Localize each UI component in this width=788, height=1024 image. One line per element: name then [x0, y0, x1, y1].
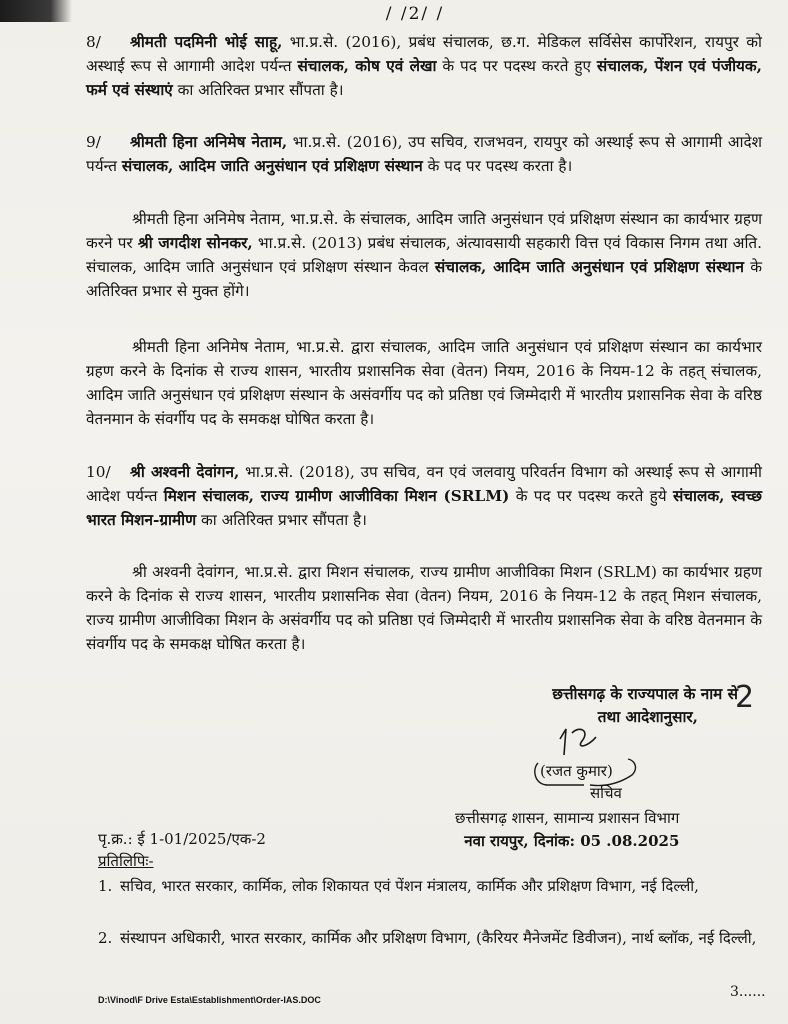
relief-paragraph — [86, 207, 762, 303]
margin-annotation: 2 — [735, 680, 755, 715]
officer-name: श्री अश्वनी देवांगन, — [130, 463, 240, 481]
department-block — [455, 807, 679, 853]
item-number: 8/ — [86, 33, 101, 51]
additional-charge: संचालक, पेंशन एवं पंजीयक, फर्म एवं संस्थाएं — [86, 57, 762, 99]
order-item-9 — [86, 130, 762, 178]
signatory-title: सचिव — [590, 784, 622, 802]
post-name: संचालक, कोष एवं लेखा — [297, 57, 437, 75]
order-text: के पद पर पदस्थ करते हुए — [436, 57, 597, 75]
order-text: के पद पर पदस्थ करता है। — [422, 157, 573, 175]
department-name: छत्तीसगढ़ शासन, सामान्य प्रशासन विभाग — [455, 809, 680, 827]
signoff-block — [408, 683, 738, 729]
order-text: श्री अश्वनी देवांगन, भा.प्र.से. द्वारा मिशन संचालक, राज्य ग्रामीण आजीविका मिशन (SRLM) का कार्यभार ग्रहण करने के दिनांक से राज्य शासन, भारतीय प्रशासनिक सेवा (वेतन) नियम, 2016 के नियम-12 के तहत् मिशन संचालक, राज्य ग्रामीण आजीविका मिशन के असंवर्गीय पद को प्रतिष्ठा एवं जिम्मेदारी में भारतीय प्रशासनिक सेवा के वरिष्ठ वेतनमान के संवर्गीय पद के समकक्ष घोषित करता है। — [86, 563, 762, 653]
order-text: के पद पर पदस्थ करते हुये — [509, 487, 673, 505]
officer-name: श्री जगदीश सोनकर, — [137, 234, 253, 252]
file-path-footer: D:\Vinod\F Drive Esta\Establishment\Order-IAS.DOC — [98, 995, 321, 1005]
order-text: का अतिरिक्त प्रभार सौंपता है। — [172, 81, 344, 99]
post-name: संचालक, आदिम जाति अनुसंधान एवं प्रशिक्षण संस्थान — [434, 258, 745, 276]
item-number: 10/ — [86, 463, 111, 481]
reference-number: पृ.क्र.: ई 1-01/2025/एक-2 — [98, 830, 266, 848]
continued-marker: 3...... — [730, 984, 766, 1000]
copy-heading: प्रतिलिपिः- — [98, 852, 154, 870]
order-text: भा.प्र.से. (2018), उप सचिव, वन एवं जलवायु परिवर्तन विभाग को अस्थाई रूप से आगामी आदेश पर्यन्त — [86, 463, 763, 505]
officer-name: श्रीमती पदमिनी भोई साहू, — [130, 33, 283, 51]
declaration-paragraph — [86, 335, 762, 431]
order-item-10 — [86, 460, 762, 532]
copy-item — [98, 927, 758, 950]
item-number: 9/ — [86, 133, 101, 151]
order-text: का अतिरिक्त प्रभार सौंपता है। — [196, 511, 367, 529]
order-text: के अतिरिक्त प्रभार से मुक्त होंगे। — [86, 258, 762, 300]
order-text: श्रीमती हिना अनिमेष नेताम, भा.प्र.से. के संचालक, आदिम जाति अनुसंधान एवं प्रशिक्षण संस्थान का कार्यभार ग्रहण करने पर — [86, 210, 762, 252]
order-text: भा.प्र.से. (2013) प्रबंध संचालक, अंत्यावसायी सहकारी वित्त एवं विकास निगम तथा अति. संचालक, आदिम जाति अनुसंधान एवं प्रशिक्षण संस्थान केवल — [86, 234, 762, 276]
signatory-name: (रजत कुमार) — [540, 762, 613, 780]
copy-text: सचिव, भारत सरकार, कार्मिक, लोक शिकायत एवं पेंशन मंत्रालय, कार्मिक और प्रशिक्षण विभाग, नई दिल्ली, — [120, 877, 699, 895]
copy-number: 2. — [98, 929, 113, 947]
signoff-line-2: तथा आदेशानुसार, — [597, 708, 698, 726]
order-text: श्रीमती हिना अनिमेष नेताम, भा.प्र.से. द्वारा संचालक, आदिम जाति अनुसंधान एवं प्रशिक्षण संस्थान का कार्यभार ग्रहण करने के दिनांक से राज्य शासन, भारतीय प्रशासनिक सेवा (वेतन) नियम, 2016 के नियम-12 के तहत् संचालक, आदिम जाति अनुसंधान एवं प्रशिक्षण संस्थान के असंवर्गीय पद को प्रतिष्ठा एवं जिम्मेदारी में भारतीय प्रशासनिक सेवा के वरिष्ठ वेतनमान के संवर्गीय पद के समकक्ष घोषित करता है। — [86, 338, 762, 428]
order-item-8 — [86, 30, 762, 102]
page-number: / /2/ / — [385, 4, 445, 24]
signoff-line-1: छत्तीसगढ़ के राज्यपाल के नाम से — [552, 685, 738, 703]
copy-text: संस्थापन अधिकारी, भारत सरकार, कार्मिक और प्रशिक्षण विभाग, (कैरियर मैनेजमेंट डिवीजन), नार्थ ब्लॉक, नई दिल्ली, — [120, 929, 757, 947]
scan-shadow — [0, 0, 72, 22]
place-date: नवा रायपुर, दिनांक: 05 .08.2025 — [464, 832, 680, 850]
post-name: संचालक, आदिम जाति अनुसंधान एवं प्रशिक्षण संस्थान — [121, 157, 423, 175]
additional-charge: संचालक, स्वच्छ भारत मिशन-ग्रामीण — [86, 487, 762, 529]
copy-number: 1. — [98, 877, 113, 895]
officer-name: श्रीमती हिना अनिमेष नेताम, — [130, 133, 288, 151]
post-name: मिशन संचालक, राज्य ग्रामीण आजीविका मिशन (SRLM) — [163, 487, 510, 505]
order-text: भा.प्र.से. (2016), उप सचिव, राजभवन, रायपुर को अस्थाई रूप से आगामी आदेश पर्यन्त — [86, 133, 762, 175]
order-text: भा.प्र.से. (2016), प्रबंध संचालक, छ.ग. मेडिकल सर्विसेस कार्पोरेशन, रायपुर को अस्थाई रूप से आगामी आदेश पर्यन्त — [86, 33, 763, 75]
declaration-paragraph — [86, 560, 762, 656]
copy-item — [98, 875, 758, 898]
